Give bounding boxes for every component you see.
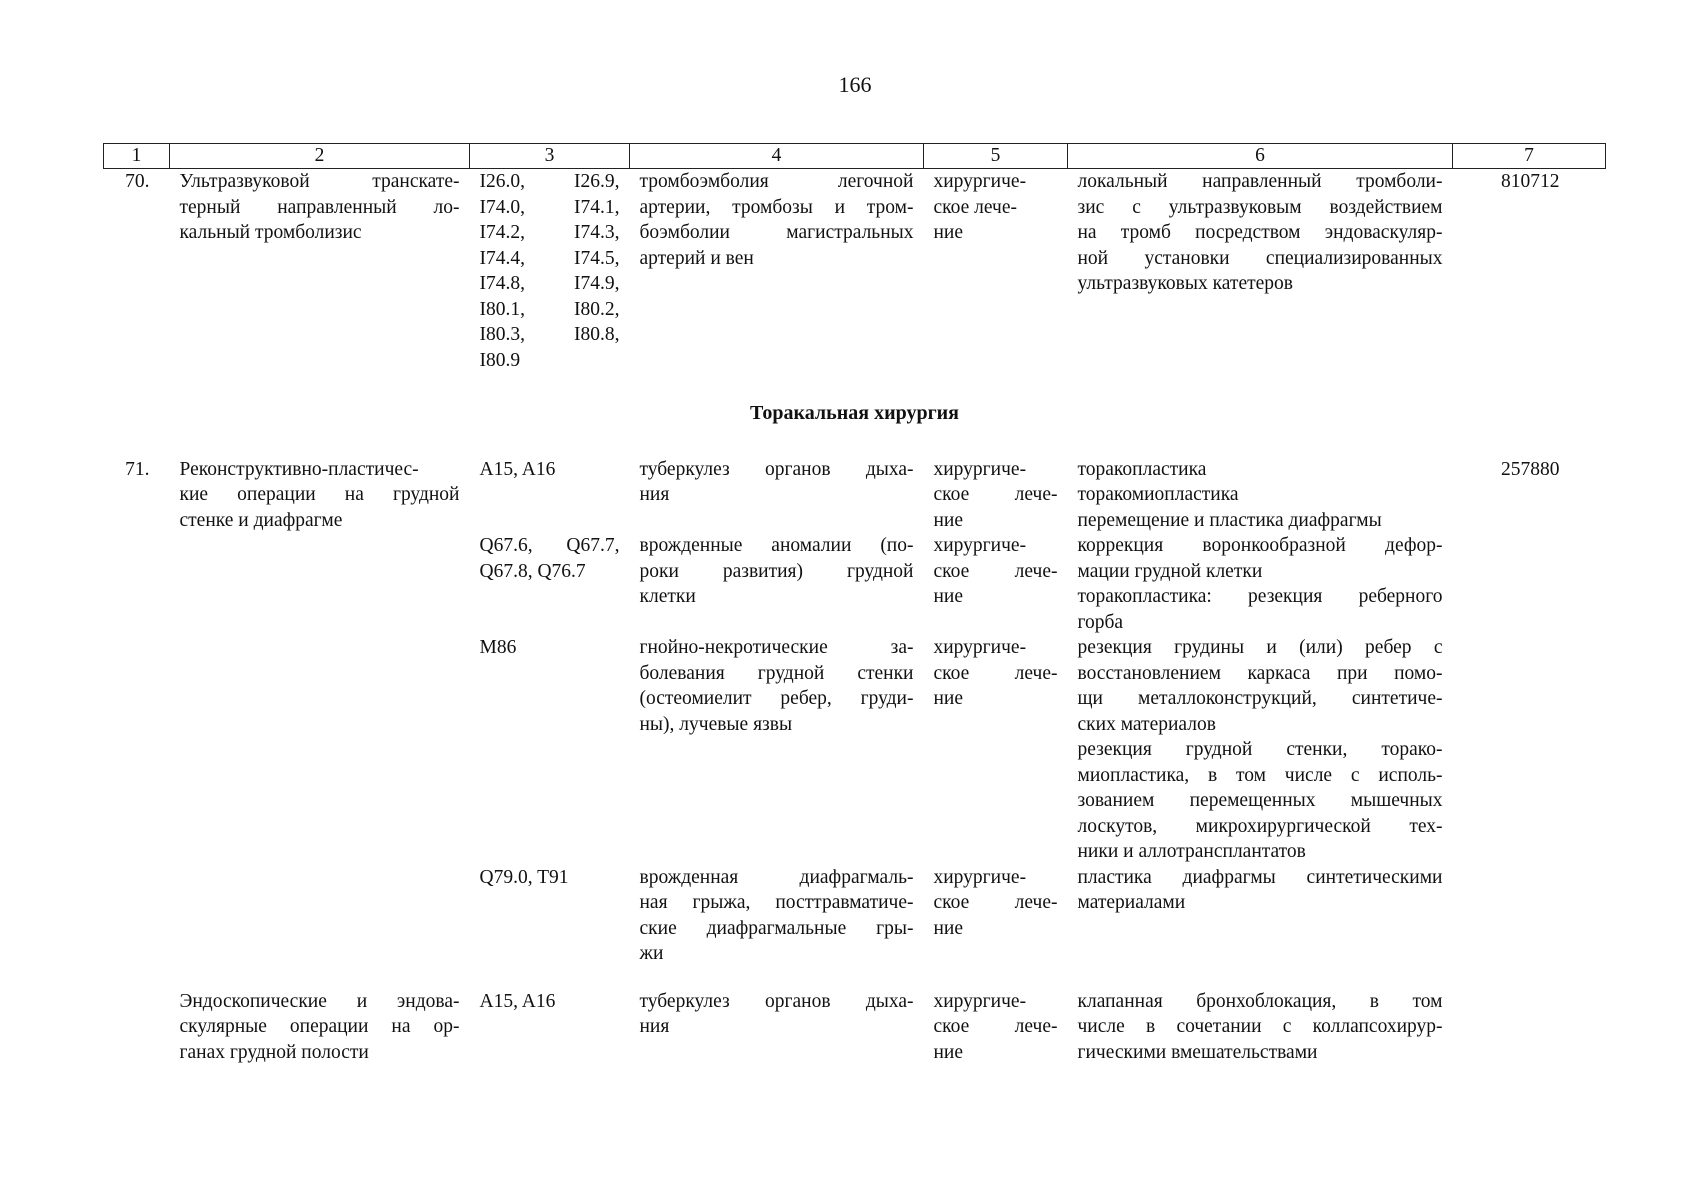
text-line: врожденная диафрагмаль-: [639, 866, 914, 888]
text-line: клетки: [639, 586, 696, 607]
header-cell: 1: [104, 144, 170, 169]
text-line: ское лече-: [933, 196, 1018, 218]
treatment-type: [924, 989, 1068, 1066]
text-line: клапанная бронхоблокация, в том: [1077, 990, 1443, 1012]
treatment-method: [1068, 457, 1453, 534]
text-line: хирургиче-: [933, 535, 1027, 556]
text-line: мации грудной клетки: [1077, 560, 1263, 582]
header-cell: 3: [470, 144, 630, 169]
text-line: коррекция воронкообразной дефор-: [1077, 535, 1443, 556]
text-line: резекция грудной стенки, торако-: [1077, 739, 1443, 760]
treatment-method: [1068, 169, 1453, 374]
text-line: ское лече-: [933, 484, 1058, 505]
text-line: ские диафрагмальные гры-: [639, 917, 914, 939]
treatment-method: [1068, 533, 1453, 635]
header-cell: 5: [924, 144, 1068, 169]
code: I74.0,: [479, 196, 525, 218]
text-line: врожденные аномалии (по-: [639, 535, 914, 556]
text-line: Q67.6, Q67.7,: [479, 535, 620, 556]
icd-codes: Q79.0, T91: [479, 866, 569, 888]
text-line: ны), лучевые язвы: [639, 713, 793, 735]
treatment-method: [1068, 865, 1453, 967]
text-line: артерий и вен: [639, 247, 754, 269]
diagnosis: [630, 533, 924, 635]
diagnosis: [630, 635, 924, 865]
icd-codes: A15, A16: [479, 458, 556, 480]
text-line: ское лече-: [933, 560, 1058, 582]
text-line: ских материалов: [1077, 713, 1216, 735]
tariff: 257880: [1501, 458, 1560, 480]
header-cell: 4: [630, 144, 924, 169]
text-line: Реконструктивно-пластичес-: [179, 458, 419, 480]
header-row: [104, 144, 1606, 169]
code: I74.9,: [574, 273, 620, 294]
header-cell: 2: [170, 144, 470, 169]
code: [574, 348, 620, 374]
table-row: [104, 989, 1606, 1066]
text-line: артерии, тромбозы и тром-: [639, 196, 914, 218]
code: I74.5,: [574, 247, 620, 269]
text-line: перемещение и пластика диафрагмы: [1077, 509, 1382, 531]
text-line: горба: [1077, 611, 1124, 633]
treatment-type: [924, 169, 1068, 374]
text-line: ние: [933, 222, 964, 243]
text-line: терный направленный ло-: [179, 196, 460, 218]
text-line: ние: [933, 917, 964, 939]
treatment-type: [924, 865, 1068, 967]
code: I80.3,: [479, 324, 525, 345]
text-line: Эндоскопические и эндова-: [179, 990, 460, 1012]
text-line: ная грыжа, посттравматиче-: [639, 892, 914, 913]
text-line: ния: [639, 1016, 670, 1037]
text-line: числе в сочетании с коллапсохирур-: [1077, 1016, 1443, 1037]
text-line: хирургиче-: [933, 866, 1027, 888]
text-line: ультразвуковых катетеров: [1077, 273, 1293, 294]
service-name: [170, 457, 470, 967]
text-line: жи: [639, 943, 664, 964]
code: I80.2,: [574, 298, 620, 320]
spacer-row: [104, 967, 1606, 989]
text-line: хирургиче-: [933, 458, 1027, 480]
page-number: 166: [838, 72, 872, 97]
code: I74.2,: [479, 222, 525, 243]
diagnosis: [630, 865, 924, 967]
code: I26.9,: [574, 171, 620, 192]
row-number: [104, 989, 170, 1066]
code: I74.1,: [574, 196, 620, 218]
text-line: ское лече-: [933, 662, 1058, 684]
service-name: [170, 169, 470, 374]
code: I26.0,: [479, 171, 525, 192]
text-line: зованием перемещенных мышечных: [1077, 790, 1443, 811]
text-line: локальный направленный тромболи-: [1077, 171, 1443, 192]
diagnosis: [630, 989, 924, 1066]
text-line: ной установки специализированных: [1077, 247, 1443, 269]
header-cell: 7: [1453, 144, 1606, 169]
icd-codes: M86: [479, 637, 517, 658]
code: I80.8,: [574, 324, 620, 345]
text-line: миопластика, в том числе с исполь-: [1077, 764, 1443, 786]
text-line: материалами: [1077, 892, 1186, 913]
spacer-cell: [104, 967, 1606, 989]
text-line: туберкулез органов дыха-: [639, 458, 914, 480]
text-line: ганах грудной полости: [179, 1041, 369, 1063]
text-line: боэмболии магистральных: [639, 222, 914, 243]
row-number: 70.: [125, 171, 150, 192]
text-line: резекция грудины и (или) ребер с: [1077, 637, 1443, 658]
tariff: [1453, 989, 1606, 1066]
text-line: щи металлоконструкций, синтетиче-: [1077, 688, 1443, 709]
icd-codes: [470, 169, 630, 374]
text-line: кальный тромболизис: [179, 222, 362, 243]
table-row: [104, 169, 1606, 374]
text-line: торакопластика: резекция реберного: [1077, 586, 1443, 607]
code: I74.4,: [479, 247, 525, 269]
text-line: восстановлением каркаса при помо-: [1077, 662, 1443, 684]
text-line: гнойно-некротические за-: [639, 637, 914, 658]
text-line: тромбоэмболия легочной: [639, 171, 914, 192]
diagnosis: [630, 457, 924, 534]
text-line: зис с ультразвуковым воздействием: [1077, 196, 1443, 218]
text-line: Ультразвуковой транскате-: [179, 171, 460, 192]
section-row: [104, 373, 1606, 457]
code: I74.3,: [574, 222, 620, 243]
text-line: пластика диафрагмы синтетическими: [1077, 866, 1443, 888]
text-line: болевания грудной стенки: [639, 662, 914, 684]
row-number: 71.: [125, 458, 150, 480]
text-line: Q67.8, Q76.7: [479, 560, 586, 582]
text-line: гическими вмешательствами: [1077, 1041, 1318, 1063]
treatment-type: [924, 533, 1068, 635]
treatment-method: [1068, 635, 1453, 865]
text-line: скулярные операции на ор-: [179, 1016, 460, 1037]
treatment-type: [924, 457, 1068, 534]
text-line: ники и аллотрансплантатов: [1077, 841, 1306, 862]
text-line: торакопластика: [1077, 458, 1207, 480]
text-line: ние: [933, 1041, 964, 1063]
text-line: торакомиопластика: [1077, 484, 1239, 505]
text-line: ние: [933, 509, 964, 531]
icd-codes: [470, 533, 630, 635]
text-line: роки развития) грудной: [639, 560, 914, 582]
code: I80.9: [479, 349, 521, 371]
text-line: туберкулез органов дыха-: [639, 990, 914, 1012]
services-table: [103, 143, 1606, 1065]
text-line: ское лече-: [933, 892, 1058, 913]
text-line: на тромб посредством эндоваскуляр-: [1077, 222, 1443, 243]
text-line: лоскутов, микрохирургической тех-: [1077, 815, 1443, 837]
icd-codes: A15, A16: [479, 990, 556, 1012]
text-line: ние: [933, 586, 964, 607]
text-line: (остеомиелит ребер, груди-: [639, 688, 914, 709]
text-line: хирургиче-: [933, 637, 1027, 658]
text-line: кие операции на грудной: [179, 484, 460, 505]
text-line: ское лече-: [933, 1016, 1058, 1037]
tariff: 810712: [1501, 171, 1560, 192]
treatment-method: [1068, 989, 1453, 1066]
table-row: [104, 457, 1606, 534]
text-line: хирургиче-: [933, 171, 1027, 192]
code: I74.8,: [479, 273, 525, 294]
treatment-type: [924, 635, 1068, 865]
text-line: ние: [933, 688, 964, 709]
diagnosis: [630, 169, 924, 374]
code: I80.1,: [479, 298, 525, 320]
section-title: Торакальная хирургия: [749, 402, 960, 424]
service-name: [170, 989, 470, 1066]
text-line: ния: [639, 484, 670, 505]
header-cell: 6: [1068, 144, 1453, 169]
text-line: стенке и диафрагме: [179, 509, 343, 531]
text-line: хирургиче-: [933, 990, 1027, 1012]
